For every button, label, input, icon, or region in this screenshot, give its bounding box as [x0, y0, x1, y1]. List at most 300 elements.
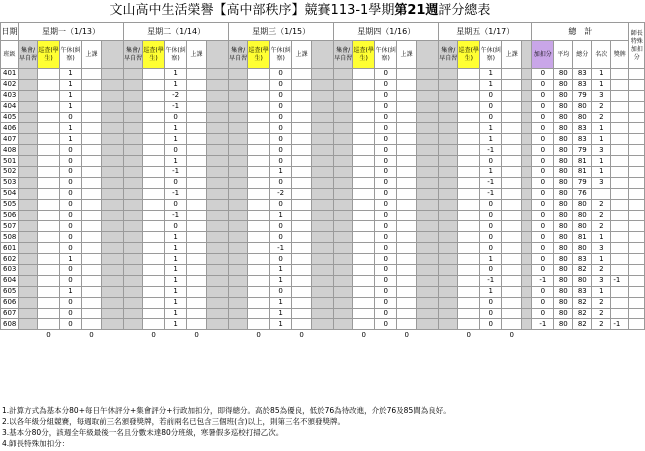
nap-cell: 0: [270, 254, 292, 265]
principal-cell: [629, 79, 645, 90]
assembly-cell: [124, 177, 143, 188]
patrol-cell: [458, 254, 480, 265]
principal-cell: [629, 134, 645, 145]
blank-cell: [417, 232, 439, 243]
nap-cell: 0: [375, 167, 397, 178]
class-period-cell: [82, 243, 102, 254]
nap-cell: 1: [270, 297, 292, 308]
blank-cell: [102, 134, 124, 145]
sub-header-blank: [312, 41, 334, 69]
blank-cell: [417, 319, 439, 330]
patrol-cell: [458, 145, 480, 156]
total-score-cell: 83: [573, 123, 592, 134]
adj-cell: 0: [532, 265, 554, 276]
nap-cell: 0: [480, 319, 502, 330]
class-period-cell: [502, 177, 522, 188]
total-score-cell: 83: [573, 286, 592, 297]
reward-cell: [611, 199, 629, 210]
nap-cell: 0: [375, 177, 397, 188]
principal-cell: [629, 221, 645, 232]
patrol-cell: [38, 232, 60, 243]
assembly-cell: [439, 297, 458, 308]
blank-cell: [102, 156, 124, 167]
assembly-cell: [229, 265, 248, 276]
rank-cell: 1: [592, 286, 611, 297]
assembly-cell: [439, 319, 458, 330]
class-period-cell: [82, 297, 102, 308]
class-cell: 605: [1, 286, 19, 297]
totals-spacer: [629, 330, 645, 341]
nap-cell: 0: [480, 210, 502, 221]
blank-cell: [522, 243, 532, 254]
class-period-cell: [82, 275, 102, 286]
assembly-cell: [124, 210, 143, 221]
class-period-cell: [292, 254, 312, 265]
total-value: 0: [361, 331, 366, 340]
class-cell: 608: [1, 319, 19, 330]
assembly-cell: [19, 297, 38, 308]
patrol-cell: [458, 69, 480, 80]
patrol-cell: [248, 286, 270, 297]
assembly-cell: [19, 286, 38, 297]
class-period-cell: [502, 232, 522, 243]
assembly-cell: [229, 112, 248, 123]
blank-cell: [312, 275, 334, 286]
class-period-cell: [187, 286, 207, 297]
nap-cell: 1: [165, 243, 187, 254]
assembly-cell: [124, 308, 143, 319]
patrol-cell: [458, 101, 480, 112]
class-period-cell: [82, 199, 102, 210]
assembly-cell: [334, 286, 353, 297]
blank-cell: [417, 221, 439, 232]
total-score-cell: 80: [573, 112, 592, 123]
patrol-cell: [458, 319, 480, 330]
class-period-cell: [187, 210, 207, 221]
blank-cell: [312, 123, 334, 134]
nap-cell: 0: [60, 319, 82, 330]
class-cell: 606: [1, 297, 19, 308]
class-cell: 401: [1, 69, 19, 80]
blank-cell: [417, 308, 439, 319]
class-period-cell: [502, 167, 522, 178]
class-period-cell: [292, 134, 312, 145]
class-period-cell: [292, 232, 312, 243]
totals-spacer: [334, 330, 353, 341]
class-period-cell: [292, 90, 312, 101]
class-period-cell: [397, 265, 417, 276]
blank-cell: [417, 112, 439, 123]
sub-header-assembly: 集會/早自習: [124, 41, 143, 69]
patrol-cell: [248, 254, 270, 265]
reward-cell: [611, 145, 629, 156]
sub-header-patrol: 巡查(學生): [458, 41, 480, 69]
patrol-cell: [38, 90, 60, 101]
class-period-cell: [82, 112, 102, 123]
blank-cell: [522, 90, 532, 101]
assembly-cell: [124, 243, 143, 254]
nap-cell: 0: [60, 297, 82, 308]
patrol-cell: [248, 79, 270, 90]
adj-cell: 0: [532, 134, 554, 145]
avg-cell: 80: [554, 286, 573, 297]
patrol-cell: [458, 177, 480, 188]
class-period-cell: [502, 101, 522, 112]
assembly-cell: [124, 275, 143, 286]
totals-spacer: [165, 330, 187, 341]
class-period-cell: [292, 145, 312, 156]
nap-cell: 1: [60, 79, 82, 90]
principal-cell: [629, 286, 645, 297]
class-cell: 403: [1, 90, 19, 101]
nap-cell: 0: [375, 145, 397, 156]
avg-cell: 80: [554, 275, 573, 286]
class-period-cell: [187, 90, 207, 101]
nap-cell: 0: [375, 79, 397, 90]
blank-cell: [207, 308, 229, 319]
assembly-cell: [229, 319, 248, 330]
day-header-tue: 星期二（1/14）: [124, 23, 229, 41]
assembly-cell: [439, 123, 458, 134]
patrol-cell: [38, 308, 60, 319]
patrol-cell: [353, 275, 375, 286]
rank-cell: 3: [592, 90, 611, 101]
rank-cell: 2: [592, 221, 611, 232]
patrol-cell: [353, 319, 375, 330]
patrol-cell: [38, 79, 60, 90]
patrol-cell: [353, 145, 375, 156]
assembly-cell: [334, 69, 353, 80]
assembly-cell: [124, 101, 143, 112]
avg-cell: 80: [554, 265, 573, 276]
sub-header-nap: 午休(糾察): [165, 41, 187, 69]
rank-cell: 2: [592, 101, 611, 112]
reward-cell: [611, 177, 629, 188]
class-period-cell: [292, 112, 312, 123]
nap-cell: 0: [375, 69, 397, 80]
nap-cell: 0: [60, 243, 82, 254]
reward-cell: [611, 232, 629, 243]
assembly-cell: [229, 177, 248, 188]
sub-header-class: 上課: [292, 41, 312, 69]
class-period-cell: [187, 112, 207, 123]
assembly-cell: [439, 265, 458, 276]
totals-spacer: [375, 330, 397, 341]
assembly-cell: [439, 210, 458, 221]
total-score-cell: 82: [573, 308, 592, 319]
blank-cell: [102, 112, 124, 123]
adj-cell: 0: [532, 123, 554, 134]
class-period-cell: [502, 319, 522, 330]
nap-cell: 0: [60, 221, 82, 232]
avg-cell: 80: [554, 254, 573, 265]
class-period-cell: [82, 286, 102, 297]
patrol-cell: [143, 188, 165, 199]
patrol-cell: [143, 177, 165, 188]
assembly-cell: [439, 145, 458, 156]
blank-cell: [102, 90, 124, 101]
nap-cell: 1: [60, 90, 82, 101]
class-period-cell: [292, 297, 312, 308]
blank-cell: [522, 210, 532, 221]
rank-cell: 2: [592, 308, 611, 319]
patrol-cell: [38, 134, 60, 145]
blank-cell: [207, 275, 229, 286]
patrol-cell: [143, 69, 165, 80]
totals-spacer: [229, 330, 248, 341]
total-score-cell: 79: [573, 177, 592, 188]
class-period-cell: [187, 177, 207, 188]
patrol-cell: [143, 167, 165, 178]
patrol-cell: [143, 297, 165, 308]
nap-cell: 0: [480, 156, 502, 167]
assembly-cell: [229, 210, 248, 221]
assembly-cell: [229, 167, 248, 178]
avg-header: 平均: [554, 41, 573, 69]
blank-cell: [522, 308, 532, 319]
patrol-cell: [458, 79, 480, 90]
nap-cell: 0: [375, 101, 397, 112]
assembly-cell: [229, 101, 248, 112]
nap-cell: -2: [270, 188, 292, 199]
nap-cell: 0: [375, 156, 397, 167]
assembly-cell: [124, 232, 143, 243]
assembly-cell: [334, 199, 353, 210]
blank-cell: [312, 112, 334, 123]
reward-cell: -1: [611, 275, 629, 286]
patrol-cell: [38, 254, 60, 265]
assembly-cell: [19, 254, 38, 265]
nap-cell: -2: [165, 90, 187, 101]
rank-cell: 2: [592, 265, 611, 276]
class-cell: 502: [1, 167, 19, 178]
table-row: [1, 286, 645, 297]
reward-cell: [611, 79, 629, 90]
total-score-cell: 82: [573, 265, 592, 276]
nap-cell: 0: [270, 145, 292, 156]
class-period-cell: [82, 221, 102, 232]
assembly-cell: [19, 319, 38, 330]
class-period-cell: [187, 221, 207, 232]
assembly-cell: [19, 156, 38, 167]
assembly-cell: [439, 308, 458, 319]
adj-cell: 0: [532, 210, 554, 221]
reward-cell: [611, 243, 629, 254]
class-period-cell: [502, 275, 522, 286]
nap-cell: -1: [165, 210, 187, 221]
nap-cell: 1: [165, 275, 187, 286]
patrol-cell: [353, 221, 375, 232]
adj-header: 加扣分: [532, 41, 554, 69]
class-period-cell: [187, 69, 207, 80]
principal-cell: [629, 308, 645, 319]
assembly-cell: [229, 145, 248, 156]
reward-cell: [611, 265, 629, 276]
patrol-cell: [353, 101, 375, 112]
nap-cell: 0: [270, 177, 292, 188]
reward-cell: [611, 69, 629, 80]
sub-header-class: 上課: [502, 41, 522, 69]
class-cell: 503: [1, 177, 19, 188]
nap-cell: 0: [270, 69, 292, 80]
rank-cell: 2: [592, 112, 611, 123]
avg-cell: 80: [554, 297, 573, 308]
totals-spacer: [592, 330, 611, 341]
blank-cell: [417, 286, 439, 297]
patrol-cell: [248, 69, 270, 80]
assembly-cell: [19, 243, 38, 254]
class-cell: 602: [1, 254, 19, 265]
nap-cell: 0: [480, 112, 502, 123]
blank-cell: [207, 265, 229, 276]
blank-cell: [207, 254, 229, 265]
blank-cell: [522, 199, 532, 210]
total-header: 總 計: [532, 23, 629, 41]
blank-cell: [417, 210, 439, 221]
patrol-cell: [143, 275, 165, 286]
assembly-cell: [124, 286, 143, 297]
patrol-cell: [248, 199, 270, 210]
class-period-cell: [397, 286, 417, 297]
patrol-cell: [248, 319, 270, 330]
assembly-cell: [124, 90, 143, 101]
patrol-cell: [353, 243, 375, 254]
patrol-cell: [353, 308, 375, 319]
blank-cell: [102, 319, 124, 330]
nap-cell: 1: [165, 156, 187, 167]
assembly-cell: [439, 254, 458, 265]
patrol-cell: [248, 112, 270, 123]
nap-cell: 0: [60, 177, 82, 188]
score-table: [0, 22, 645, 341]
patrol-cell: [143, 156, 165, 167]
patrol-cell: [143, 134, 165, 145]
class-period-cell: [292, 275, 312, 286]
total-score-cell: 79: [573, 90, 592, 101]
nap-cell: 0: [375, 265, 397, 276]
class-period-cell: [187, 188, 207, 199]
patrol-cell: [248, 188, 270, 199]
nap-cell: 1: [270, 167, 292, 178]
patrol-cell: [143, 286, 165, 297]
assembly-cell: [19, 232, 38, 243]
table-row: [1, 265, 645, 276]
nap-cell: 0: [375, 275, 397, 286]
blank-cell: [417, 199, 439, 210]
blank-cell: [417, 90, 439, 101]
total-score-cell: 80: [573, 275, 592, 286]
sub-header-blank: [207, 41, 229, 69]
table-row: [1, 232, 645, 243]
assembly-cell: [229, 199, 248, 210]
rank-cell: 2: [592, 199, 611, 210]
class-header: 班級: [1, 41, 19, 69]
assembly-cell: [439, 232, 458, 243]
assembly-cell: [439, 112, 458, 123]
sub-header-assembly: 集會/早自習: [19, 41, 38, 69]
blank-cell: [102, 167, 124, 178]
rank-cell: 2: [592, 297, 611, 308]
assembly-cell: [439, 199, 458, 210]
assembly-cell: [19, 275, 38, 286]
class-period-cell: [502, 156, 522, 167]
assembly-cell: [334, 308, 353, 319]
nap-cell: 0: [480, 199, 502, 210]
avg-cell: 80: [554, 156, 573, 167]
assembly-cell: [19, 177, 38, 188]
class-period-cell: [187, 123, 207, 134]
blank-cell: [207, 156, 229, 167]
total-value: 0: [466, 331, 471, 340]
class-period-cell: [502, 254, 522, 265]
class-period-cell: [397, 254, 417, 265]
assembly-cell: [334, 243, 353, 254]
blank-cell: [312, 69, 334, 80]
rank-cell: 3: [592, 275, 611, 286]
assembly-cell: [334, 210, 353, 221]
total-score-cell: 81: [573, 167, 592, 178]
assembly-cell: [124, 199, 143, 210]
patrol-cell: [143, 199, 165, 210]
note-1: 1.計算方式為基本分80+每日午休評分+集會評分+行政加扣分，即得總分。高於85為優良，低於76為待改進，介於76及85間為良好。: [2, 406, 451, 415]
nap-cell: 1: [480, 286, 502, 297]
note-3: 3.基本分80分，該週全年級最後一名且分數未達80分班級，寒暑假多巡校打掃乙次。: [2, 428, 284, 437]
totals-spacer: [554, 330, 573, 341]
reward-cell: [611, 297, 629, 308]
class-period-cell: [292, 199, 312, 210]
class-period-cell: [292, 286, 312, 297]
patrol-cell: [143, 101, 165, 112]
blank-cell: [102, 286, 124, 297]
blank-cell: [312, 134, 334, 145]
header-row-days: [1, 23, 645, 41]
table-row: [1, 319, 645, 330]
total-score-cell: 80: [573, 210, 592, 221]
class-period-cell: [502, 221, 522, 232]
blank-cell: [522, 79, 532, 90]
assembly-cell: [124, 79, 143, 90]
reward-cell: -1: [611, 319, 629, 330]
class-period-cell: [82, 254, 102, 265]
blank-cell: [102, 308, 124, 319]
blank-cell: [417, 134, 439, 145]
blank-cell: [417, 297, 439, 308]
rank-cell: 1: [592, 69, 611, 80]
class-period-cell: [502, 297, 522, 308]
class-period-cell: [397, 145, 417, 156]
total-score-cell: 76: [573, 188, 592, 199]
nap-cell: -1: [165, 167, 187, 178]
nap-cell: 0: [60, 210, 82, 221]
sub-header-blank: [417, 41, 439, 69]
nap-cell: 0: [480, 221, 502, 232]
class-period-cell: [502, 69, 522, 80]
patrol-cell: [458, 232, 480, 243]
patrol-cell: [248, 145, 270, 156]
rank-cell: 2: [592, 319, 611, 330]
blank-cell: [102, 101, 124, 112]
totals-spacer: [611, 330, 629, 341]
nap-cell: 0: [480, 90, 502, 101]
assembly-cell: [334, 265, 353, 276]
blank-cell: [102, 79, 124, 90]
blank-cell: [522, 123, 532, 134]
patrol-cell: [143, 254, 165, 265]
assembly-cell: [229, 221, 248, 232]
adj-cell: 0: [532, 156, 554, 167]
nap-cell: 0: [270, 199, 292, 210]
patrol-cell: [38, 319, 60, 330]
